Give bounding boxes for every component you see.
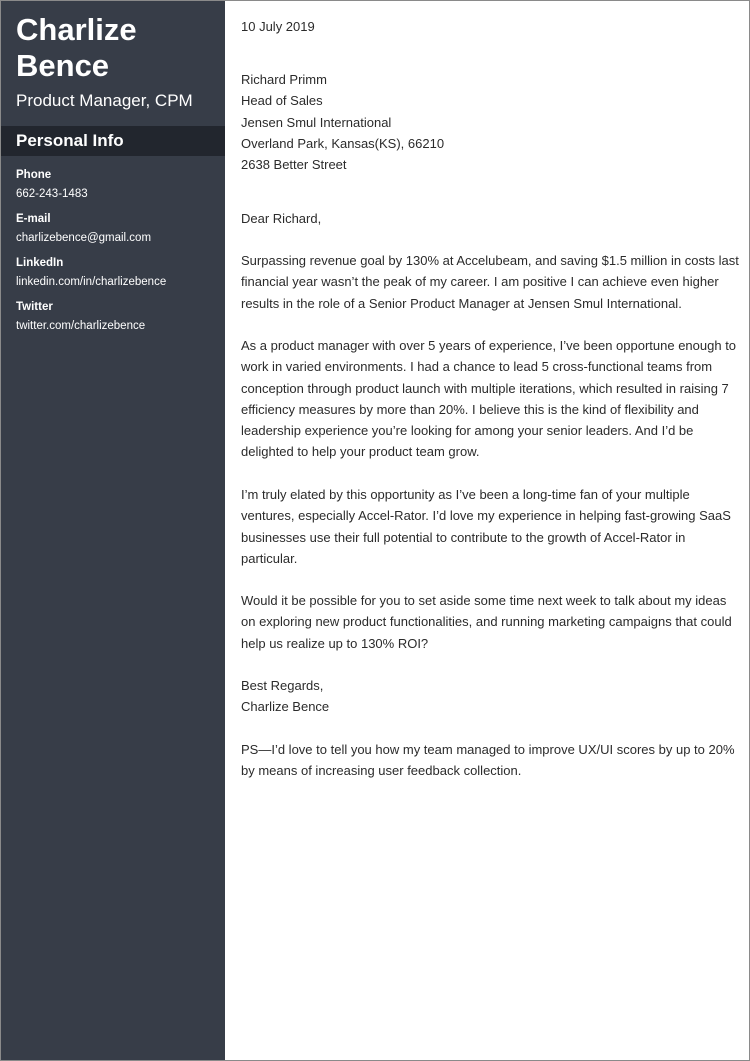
letter-closing [241,675,741,718]
applicant-name [16,12,221,84]
linkedin-label: LinkedIn [16,257,64,269]
letter-paragraph: Would it be possible for you to set aside some time next week to talk about my ideas on exploring new product functionalities, and running marketing campaigns that could help us realize up to 130% ROI? [241,593,732,651]
applicant-last-name: Bence [16,48,110,83]
twitter-value: twitter.com/charlizebence [16,320,146,332]
letter-paragraph: As a product manager with over 5 years of experience, I’ve been opportune enough to work in varied environments. I had a chance to lead 5 cross-functional teams from conception through product launch with multiple iterations, which resulted in raising 7 efficiency measures by more than 20%. I believe this is the kind of flexibility and leadership experience you’re looking for among your senior leaders. And I’d be delighted to help your product team grow. [241,338,737,460]
phone-label: Phone [16,169,52,181]
recipient-name: Richard Primm [241,72,327,87]
letter-date: 10 July 2019 [241,19,315,34]
applicant-job-title: Product Manager, CPM [16,91,193,110]
personal-info-header [1,126,225,156]
recipient-street: 2638 Better Street [241,157,347,173]
salutation: Dear Richard, [241,211,322,226]
signature: Charlize Bence [241,699,330,715]
email-value: charlizebence@gmail.com [16,232,152,244]
postscript: PS—I’d love to tell you how my team managed to improve UX/UI scores by up to 20% by means of increasing user feedback collection. [241,742,735,779]
phone-value: 662-243-1483 [16,188,88,200]
applicant-first-name: Charlize [16,12,137,47]
recipient-address [241,69,741,175]
sidebar [1,1,225,1060]
closing-phrase: Best Regards, [241,678,324,693]
linkedin-value: linkedin.com/in/charlizebence [16,276,167,288]
email-label: E-mail [16,213,51,225]
twitter-label: Twitter [16,301,53,313]
personal-info-title: Personal Info [16,131,124,150]
letter-paragraph: I’m truly elated by this opportunity as I’ve been a long-time fan of your multiple ventures, especially Accel-Rator. I’d love my experience in helping fast-growing SaaS businesses use their full potential to contribute to the growth of Accel-Rator in particular. [241,487,731,566]
recipient-city: Overland Park, Kansas(KS), 66210 [241,135,445,151]
letter-paragraph: Surpassing revenue goal by 130% at Accelubeam, and saving $1.5 million in costs last financial year wasn’t the peak of my career. I am positive I can achieve even higher results in the role of a Senior Product Manager at Jensen Smul International. [241,253,739,311]
recipient-title: Head of Sales [241,93,323,109]
recipient-company: Jensen Smul International [241,114,392,130]
